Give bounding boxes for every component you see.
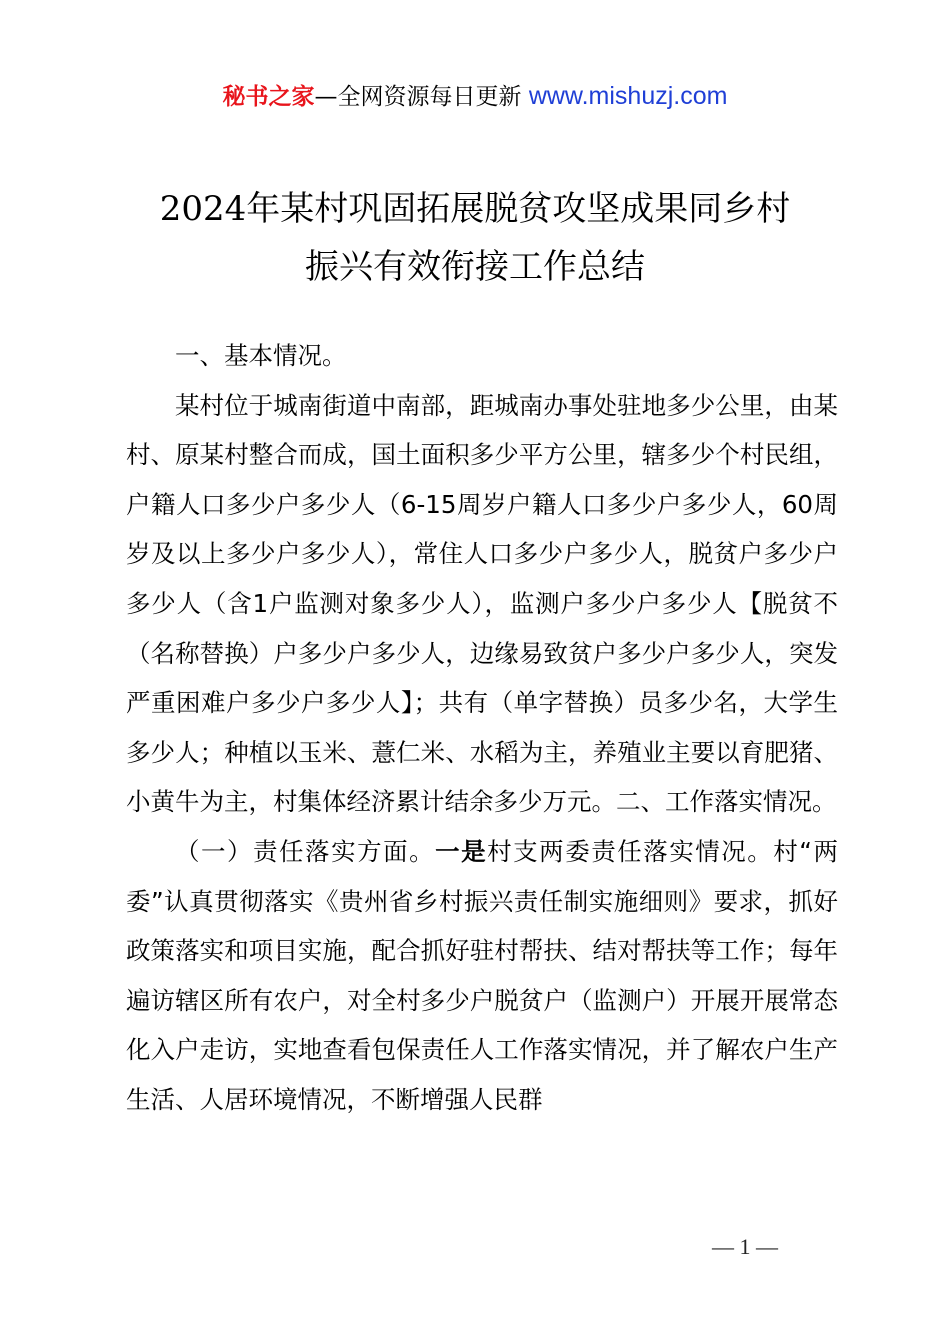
page-number: — 1 — (712, 1234, 778, 1259)
header-slogan: —全网资源每日更新 (314, 84, 529, 110)
document-body (126, 331, 838, 1125)
paragraph-basic-info: 某村位于城南街道中南部，距城南办事处驻地多少公里，由某村、原某村整合而成，国土面积多少平方公里，辖多少个村民组，户籍人口多少户多少人（6-15周岁户籍人口多少户多少人，60周岁及以上多少户多少人），常住人口多少户多少人，脱贫户多少户多少人（含1户监测对象多少人），监测户多少户多少人【脱贫不（名称替换）户多少户多少人，边缘易致贫户多少户多少人，突发严重困难户多少户多少人】；共有（单字替换）员多少名，大学生多少人；种植以玉米、薏仁米、水稻为主，养殖业主要以育肥猪、小黄牛为主，村集体经济累计结余多少万元。二、工作落实情况。 (126, 390, 838, 817)
brand-name: 秘书之家 (222, 84, 315, 110)
paragraph-lead: （一）责任落实方面。 (175, 836, 436, 866)
title-line-2: 振兴有效衔接工作总结 (305, 247, 645, 287)
site-header (0, 78, 950, 115)
section-heading: 一、基本情况。 (175, 341, 347, 370)
paragraph-text: 村支两委责任落实情况。村“两委”认真贯彻落实《贵州省乡村振兴责任制实施细则》要求，抓好政策落实和项目实施，配合抓好驻村帮扶、结对帮扶等工作；每年遍访辖区所有农户，对全村多少户脱贫户（监测户）开展开展常态化入户走访，实地查看包保责任人工作落实情况，并了解农户生产生活、人居环境情况，不断增强人民群 (126, 836, 839, 1114)
title-line-1: 2024年某村巩固拓展脱贫攻坚成果同乡村 (159, 189, 791, 229)
document-title (0, 180, 950, 296)
website-link[interactable]: www.mishuzj.com (528, 82, 728, 110)
paragraph-responsibility (126, 827, 838, 1125)
paragraph-bold-marker: 一是 (435, 836, 488, 866)
